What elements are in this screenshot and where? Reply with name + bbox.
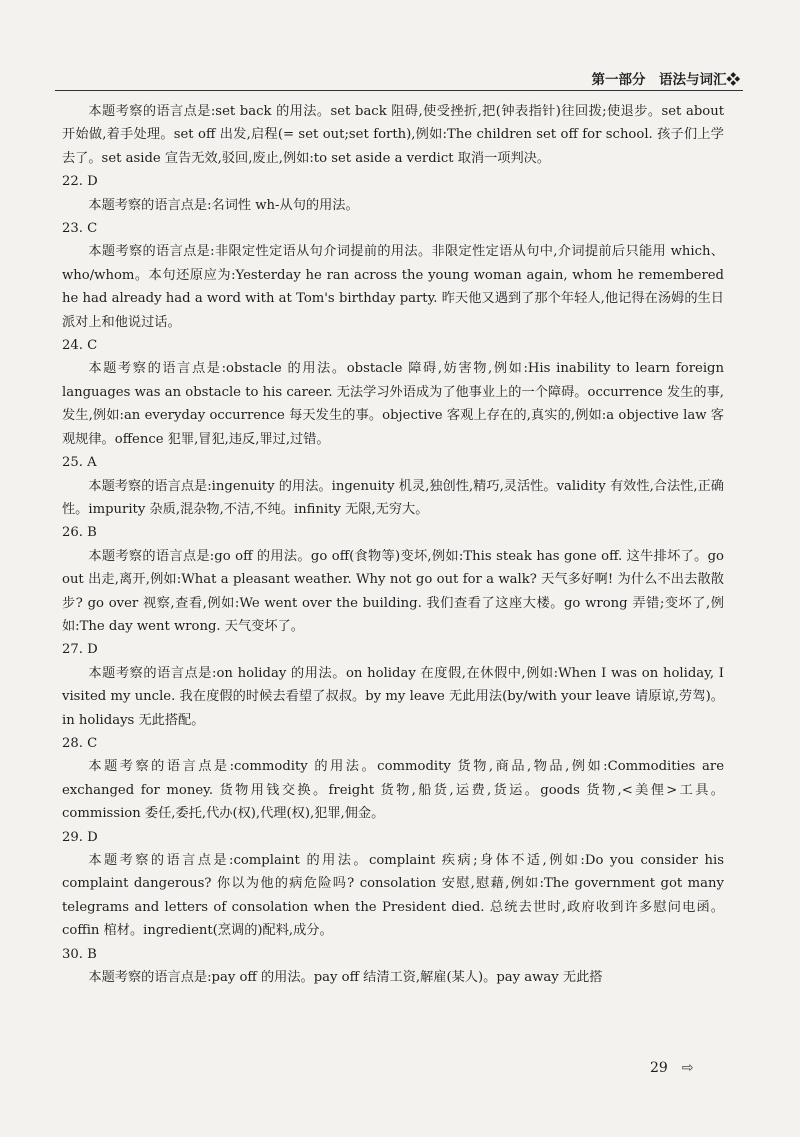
explanation-text: 本题考察的语言点是:ingenuity 的用法。ingenuity 机灵,独创性,精巧,灵活性。validity 有效性,合法性,正确性。impurity 杂质,混杂物,不洁,不纯。infinity 无限,无穷大。 [62, 478, 724, 517]
explanation-text: 本题考察的语言点是:on holiday 的用法。on holiday 在度假,在休假中,例如:When I was on holiday, I visited my uncle. 我在度假的时候去看望了叔叔。by my leave 无此用法(by/with your leave 请原谅,劳驾)。in holidays 无此搭配。 [62, 665, 724, 728]
page-number: 29 [650, 1060, 668, 1076]
section-title: 第一部分 语法与词汇 [591, 72, 727, 88]
answer-number: 25. A [62, 455, 97, 471]
explanation-text: 本题考察的语言点是:commodity 的用法。commodity 货物,商品,物品,例如:Commodities are exchanged for money. 货物用钱交换。freight 货物,船货,运费,货运。goods 货物,<美俚>工具。commission 委任,委托,代办(权),代理(权),犯罪,佣金。 [62, 759, 724, 822]
running-header [525, 68, 740, 88]
answer-number: 24. C [62, 338, 98, 354]
answer-number: 28. C [62, 735, 98, 751]
explanation-text: 本题考察的语言点是:go off 的用法。go off(食物等)变坏,例如:This steak has gone off. 这牛排坏了。go out 出走,离开,例如:What a pleasant weather. Why not go out for a walk? 天气多好啊! 为什么不出去散散步? go over 视察,查看,例如:We went over the building. 我们查看了这座大楼。go wrong 弄错;变坏了,例如:The day went wrong. 天气变坏了。 [62, 548, 724, 634]
answer-number: 23. C [62, 221, 98, 237]
explanation-text: 本题考察的语言点是:非限定性定语从句介词提前的用法。非限定性定语从句中,介词提前后只能用 which、who/whom。本句还原应为:Yesterday he ran across the young woman again, whom he remembered he had already had a word with at Tom's birthday party. 昨天他又遇到了那个年轻人,他记得在汤姆的生日派对上和他说过话。 [62, 244, 724, 330]
explanation-text: 本题考察的语言点是:pay off 的用法。pay off 结清工资,解雇(某人)。pay away 无此搭 [88, 970, 603, 986]
answer-number: 22. D [62, 174, 98, 190]
explanation-text: 本题考察的语言点是:set back 的用法。set back 阻碍,使受挫折,把(钟表指针)往回拨;使退步。set about 开始做,着手处理。set off 出发,启程(= set out;set forth),例如:The children set off for school. 孩子们上学去了。set aside 宣告无效,驳回,废止,例如:to set aside a verdict 取消一项判决。 [62, 104, 724, 166]
answer-number: 26. B [62, 525, 97, 541]
next-page-arrow-icon: ⇨ [681, 1060, 694, 1076]
explanation-text: 本题考察的语言点是:complaint 的用法。complaint 疾病;身体不适,例如:Do you consider his complaint dangerous? 你以为他的病危险吗? consolation 安慰,慰藉,例如:The government got many telegrams and letters of consolation when the President died. 总统去世时,政府收到许多慰问电函。coffin 棺材。ingredient(烹调的)配料,成分。 [62, 853, 724, 939]
page-footer [650, 1060, 740, 1076]
answer-explanations [62, 100, 724, 989]
explanation-text: 本题考察的语言点是:名词性 wh-从句的用法。 [88, 197, 359, 213]
answer-number: 30. B [62, 946, 97, 962]
answer-number: 29. D [62, 829, 98, 845]
header-divider [55, 90, 743, 91]
explanation-text: 本题考察的语言点是:obstacle 的用法。obstacle 障碍,妨害物,例如:His inability to learn foreign languages was an obstacle to his career. 无法学习外语成为了他事业上的一个障碍。occurrence 发生的事,发生,例如:an everyday occurrence 每天发生的事。objective 客观上存在的,真实的,例如:a objective law 客观规律。offence 犯罪,冒犯,违反,罪过,过错。 [62, 361, 724, 447]
header-ornament-icon: ❖ [726, 72, 740, 88]
answer-number: 27. D [62, 642, 98, 658]
